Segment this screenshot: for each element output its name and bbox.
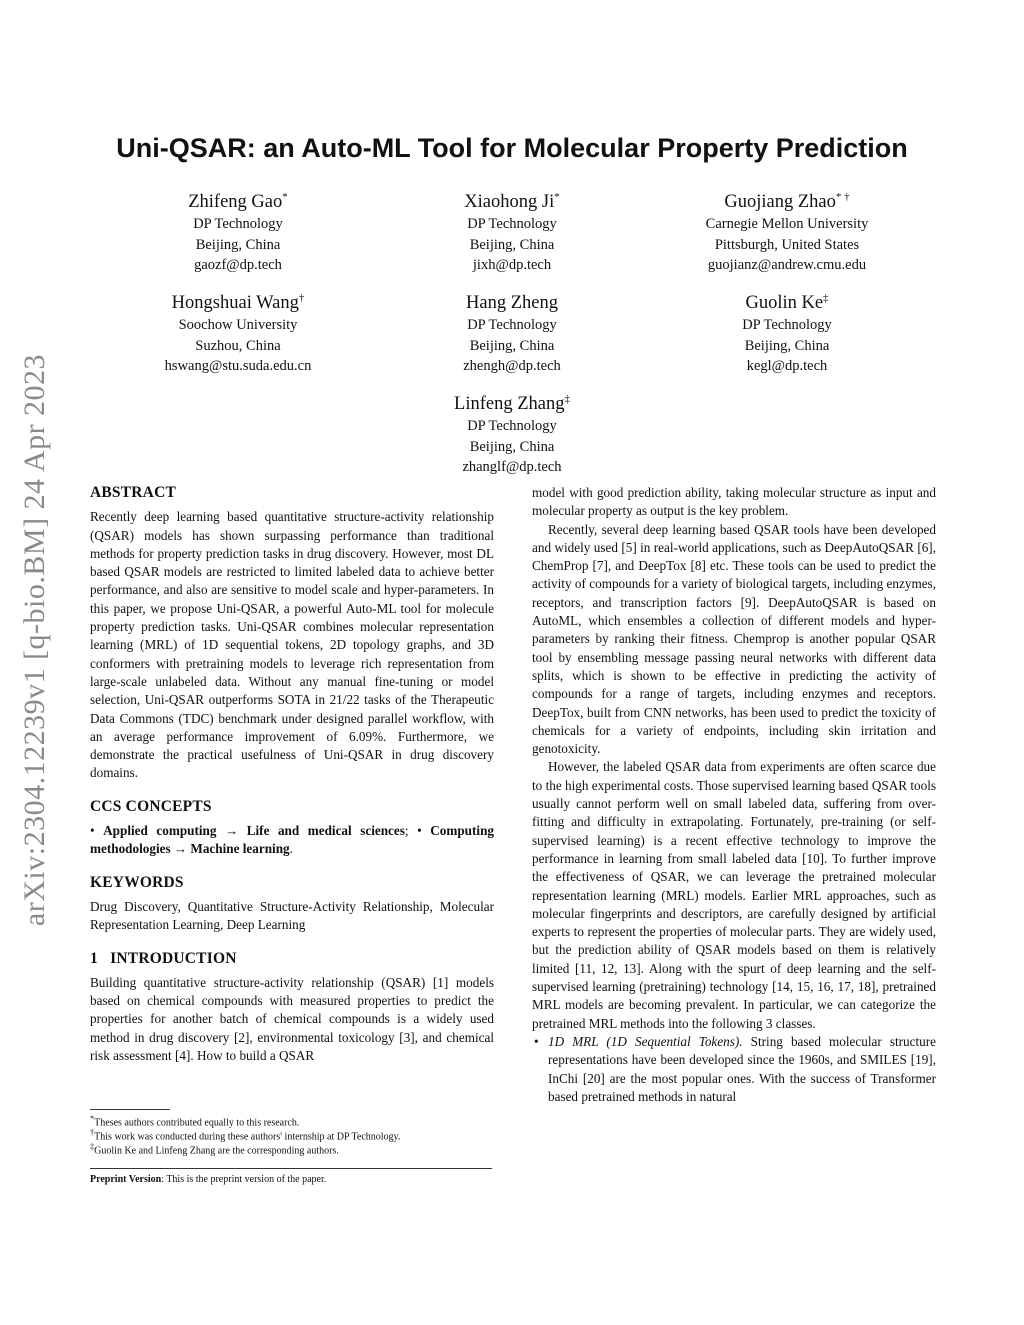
author-affiliation: DP Technology [467,418,557,435]
author-name: Hongshuai Wang† [171,292,305,314]
author-name: Guojiang Zhao* † [724,191,850,213]
preprint-divider [90,1168,492,1169]
paper-title: Uni-QSAR: an Auto-ML Tool for Molecular Property Prediction [116,133,908,163]
author-name: Hang Zheng [466,293,558,314]
author-email: zhanglf@dp.tech [462,458,562,475]
footnote: *Theses authors contributed equally to this research. [90,1114,300,1129]
author-email: hswang@stu.suda.edu.cn [164,357,312,374]
intro-paragraph: model with good prediction ability, taking molecular structure as input and molecular property as output is the key problem. [532,485,936,519]
author-block [88,185,388,275]
list-item: • 1D MRL (1D Sequential Tokens). String based molecular structure representations have been developed since the 1960s, and SMILES [19], InChi [20] are the most popular ones. With the success of Transformer based pretrained methods in natural [548,1033,936,1106]
author-affiliation: DP Technology [193,216,283,233]
author-email: zhengh@dp.tech [463,357,561,374]
footnote-divider [90,1109,170,1110]
author-email: guojianz@andrew.cmu.edu [707,256,867,273]
author-location: Suzhou, China [195,337,281,354]
author-affiliation: Carnegie Mellon University [705,216,869,233]
abstract-heading: ABSTRACT [90,484,177,501]
author-email: kegl@dp.tech [746,357,828,374]
footnote: ‡Guolin Ke and Linfeng Zhang are the corresponding authors. [90,1142,339,1157]
author-location: Beijing, China [744,337,830,354]
arxiv-sidebar-stamp [12,300,58,980]
keywords-text: Drug Discovery, Quantitative Structure-Activity Relationship, Molecular Representation Learning, Deep Learning [90,898,494,933]
intro-paragraph: However, the labeled QSAR data from experiments are often scarce due to the high experimental costs. Those supervised learning based QSAR tools usually cannot perform well on small labeled data, suffering from over-fitting and difficulty in extrapolating. Fortunately, pre-training (or self-supervised learning) is a recent effective technology to improve the performance in learning from small labeled data [10]. To further improve the effectiveness of QSAR, we can leverage the pretrained molecular representation learning (MRL) models. Earlier MRL approaches, such as molecular fingerprints and descriptors, are carefully designed by artificial experts to represent the properties of molecular parts. They are widely used, but the prediction ability of QSAR models based on them is relatively limited [11, 12, 13]. Along with the spurt of deep learning and the self-supervised learning (pretraining) technology [14, 15, 16, 17, 18], pretrained MRL models are becoming prevalent. In particular, we can categorize the pretrained MRL methods into the following 3 classes. [532,759,936,1031]
mrl-class-list [532,1033,936,1106]
author-block [637,185,937,275]
author-block [362,185,662,275]
author-location: Beijing, China [195,236,281,253]
author-location: Beijing, China [469,438,555,455]
author-block [362,387,662,477]
author-affiliation: DP Technology [467,317,557,334]
abstract-text: Recently deep learning based quantitative structure-activity relationship (QSAR) models has shown surpassing performance than traditional methods for property prediction tasks in drug discovery. However, most DL based QSAR models are restricted to limited labeled data to achieve better performance, and also are sensitive to model scale and hyper-parameters. In this paper, we propose Uni-QSAR, a powerful Auto-ML tool for molecule property prediction tasks. Uni-QSAR combines molecular representation learning (MRL) of 1D sequential tokens, 2D topology graphs, and 3D conformers with pretraining models to leverage rich representation from large-scale unlabeled data. Without any manual fine-tuning or model selection, Uni-QSAR outperforms SOTA in 21/22 tasks of the Therapeutic Data Commons (TDC) benchmark under designed parallel workflow, with an average performance improvement of 6.09%. Furthermore, we demonstrate the practical usefulness of Uni-QSAR in drug discovery domains. [90,509,494,781]
author-location: Beijing, China [469,337,555,354]
author-location: Pittsburgh, United States [714,236,860,253]
author-name: Xiaohong Ji* [464,191,560,213]
author-affiliation: DP Technology [467,216,557,233]
author-email: jixh@dp.tech [472,256,552,273]
author-name: Guolin Ke‡ [745,292,829,314]
footnote: †This work was conducted during these authors' internship at DP Technology. [90,1128,401,1143]
left-column [90,484,494,1065]
author-block [362,286,662,376]
introduction-heading: 1 INTRODUCTION [90,949,237,967]
author-affiliation: DP Technology [742,317,832,334]
preprint-note: Preprint Version: This is the preprint version of the paper. [90,1174,327,1185]
intro-paragraph: Building quantitative structure-activity relationship (QSAR) [1] models based on chemical compounds with measured properties to predict the properties for another batch of chemical compounds is a widely used method in drug discovery [2], environmental toxicology [3], and chemical risk assessment [4]. How to build a QSAR [90,974,494,1064]
author-name: Zhifeng Gao* [188,191,288,213]
author-email: gaozf@dp.tech [194,256,282,273]
arxiv-identifier: arXiv:2304.12239v1 [q-bio.BM] 24 Apr 2023 [18,353,51,927]
intro-paragraph: Recently, several deep learning based QSAR tools have been developed and widely used [5] in real-world applications, such as DeepAutoQSAR [6], ChemProp [7], and DeepTox [8] etc. These tools can be used to predict the activity of compounds for a variety of biological targets, including enzymes, receptors, and transcription factors [9]. DeepAutoQSAR is based on AutoML, which ensembles a collection of different models and hyper-parameters by ranking their fitness. Chemprop is another popular QSAR tool by ensembling message passing neural networks with different data splits, which is shown to be effective in predicting the activity of compounds for a range of targets, including enzymes and receptors. DeepTox, built from CNN networks, has been used to predict the toxicity of chemicals for a variety of endpoints, including skin irritation and genotoxicity. [532,521,936,757]
ccs-heading: CCS CONCEPTS [90,797,212,815]
author-block [88,286,388,376]
author-block [637,286,937,376]
keywords-heading: KEYWORDS [90,873,184,891]
ccs-concepts: • Applied computing → Life and medical sciences; • Computing methodologies → Machine learning. [90,823,495,857]
author-name: Linfeng Zhang‡ [454,393,570,415]
right-column [532,484,936,1106]
author-affiliation: Soochow University [178,317,298,334]
author-location: Beijing, China [469,236,555,253]
